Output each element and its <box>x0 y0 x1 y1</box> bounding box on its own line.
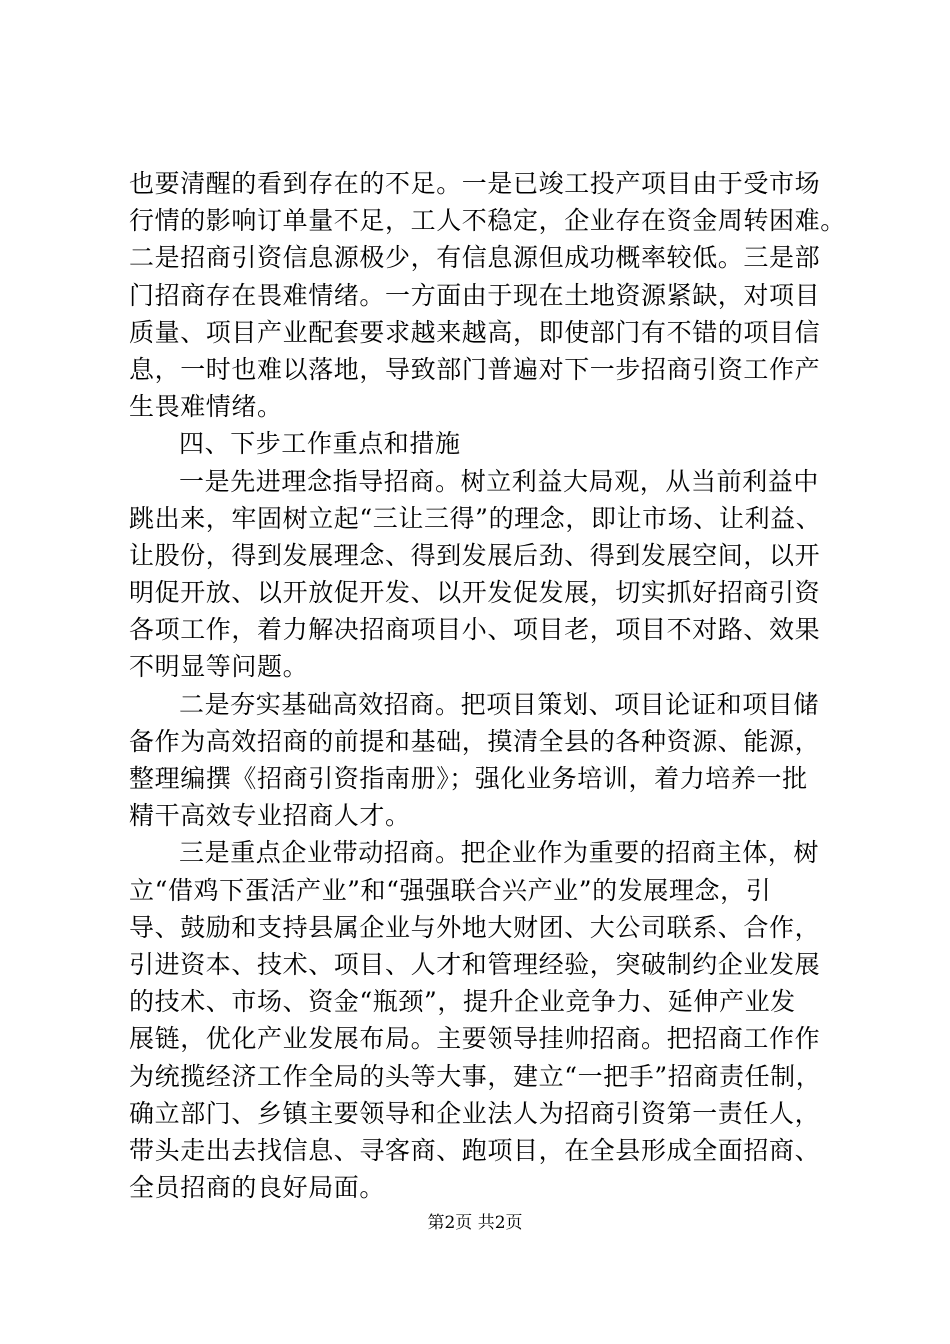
text-line: 息，一时也难以落地，导致部门普遍对下一步招商引资工作产 <box>129 354 821 384</box>
text-line: 质量、项目产业配套要求越来越高，即使部门有不错的项目信 <box>129 317 821 347</box>
text-line: 导、鼓励和支持县属企业与外地大财团、大公司联系、合作， <box>129 912 821 942</box>
text-line: 全员招商的良好局面。 <box>129 1173 386 1203</box>
paragraph-start-line: 三是重点企业带动招商。把企业作为重要的招商主体，树 <box>179 838 820 868</box>
text-line: 备作为高效招商的前提和基础，摸清全县的各种资源、能源， <box>129 726 821 756</box>
paragraph-start-line: 二是夯实基础高效招商。把项目策划、项目论证和项目储 <box>179 689 820 719</box>
text-line: 也要清醒的看到存在的不足。一是已竣工投产项目由于受市场 <box>129 169 821 198</box>
text-line: 为统揽经济工作全局的头等大事，建立“一把手”招商责任制， <box>129 1061 822 1091</box>
text-line: 整理编撰《招商引资指南册》；强化业务培训，着力培养一批 <box>129 764 808 793</box>
text-line: 二是招商引资信息源极少，有信息源但成功概率较低。三是部 <box>129 243 821 273</box>
text-line: 明促开放、以开放促开发、以开发促发展，切实抓好招商引资 <box>129 578 821 608</box>
text-line: 行情的影响订单量不足，工人不稳定，企业存在资金周转困难。 <box>129 206 846 236</box>
text-line: 各项工作，着力解决招商项目小、项目老，项目不对路、效果 <box>129 615 821 645</box>
text-line: 生畏难情绪。 <box>129 392 283 422</box>
section-heading: 四、下步工作重点和措施 <box>179 429 461 459</box>
text-line: 不明显等问题。 <box>129 652 309 682</box>
text-line: 立“借鸡下蛋活产业”和“强强联合兴产业”的发展理念，引 <box>129 875 772 905</box>
text-line: 的技术、市场、资金“瓶颈”，提升企业竞争力、延伸产业发 <box>129 987 796 1017</box>
text-line: 带头走出去找信息、寻客商、跑项目，在全县形成全面招商、 <box>129 1135 821 1165</box>
text-line: 精干高效专业招商人才。 <box>129 801 411 831</box>
text-line: 跳出来，牢固树立起“三让三得”的理念，即让市场、让利益、 <box>129 503 822 533</box>
document-body <box>129 165 846 1206</box>
page-number-label: 第2页 共2页 <box>427 1213 523 1233</box>
page-footer <box>0 1212 950 1234</box>
paragraph-start-line: 一是先进理念指导招商。树立利益大局观，从当前利益中 <box>179 466 820 496</box>
text-line: 展链，优化产业发展布局。主要领导挂帅招商。把招商工作作 <box>129 1024 821 1054</box>
text-line: 引进资本、技术、项目、人才和管理经验，突破制约企业发展 <box>129 949 821 979</box>
text-line: 确立部门、乡镇主要领导和企业法人为招商引资第一责任人， <box>129 1098 821 1128</box>
text-line: 让股份，得到发展理念、得到发展后劲、得到发展空间，以开 <box>129 540 821 570</box>
text-line: 门招商存在畏难情绪。一方面由于现在土地资源紧缺，对项目 <box>129 280 821 310</box>
